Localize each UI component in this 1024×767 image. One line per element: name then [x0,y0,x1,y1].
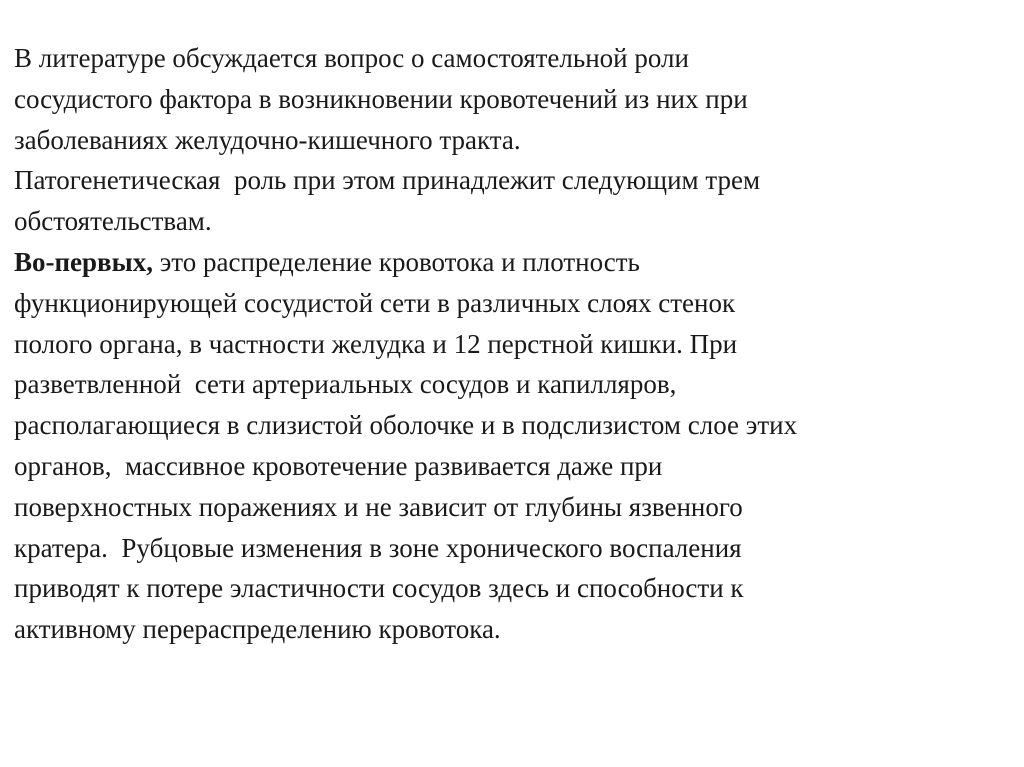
paragraph1-line-3: заболеваниях желудочно-кишечного тракта. [14,124,521,155]
paragraph3-lead-bold: Во-первых, [14,246,153,277]
paragraph3-line-5: располагающиеся в слизистой оболочке и в подслизистом слое этих [14,410,798,441]
paragraph1-line-1: В литературе обсуждается вопрос о самостоятельной роли [14,43,689,73]
paragraph2-line-2: обстоятельствам. [14,206,212,237]
paragraph3-line-9: приводят к потере эластичности сосудов здесь и способности к [14,573,744,604]
paragraph3-line-3: полого органа, в частности желудка и 12 перстной кишки. При [14,328,738,359]
paragraph3-line-8: кратера. Рубцовые изменения в зоне хронического воспаления [14,532,742,563]
paragraph1-line-2: сосудистого фактора в возникновении кровотечений из них при [14,83,748,114]
paragraph3-line-1 [14,242,1014,283]
paragraph3-line-10: активному перераспределению кровотока. [14,614,501,645]
paragraph3-line-2: функционирующей сосудистой сети в различных слоях стенок [14,287,736,318]
paragraph2-line-1: Патогенетическая роль при этом принадлежит следующим трем [14,165,761,196]
paragraph3-lead-rest: это распределение кровотока и плотность [152,246,640,277]
paragraph3-line-7: поверхностных поражениях и не зависит от глубины язвенного [14,491,743,522]
paragraph3-line-4: разветвленной сети артериальных сосудов и капилляров, [14,369,677,400]
paragraph3-line-6: органов, массивное кровотечение развивается даже при [14,450,663,481]
text-block [14,38,1014,650]
